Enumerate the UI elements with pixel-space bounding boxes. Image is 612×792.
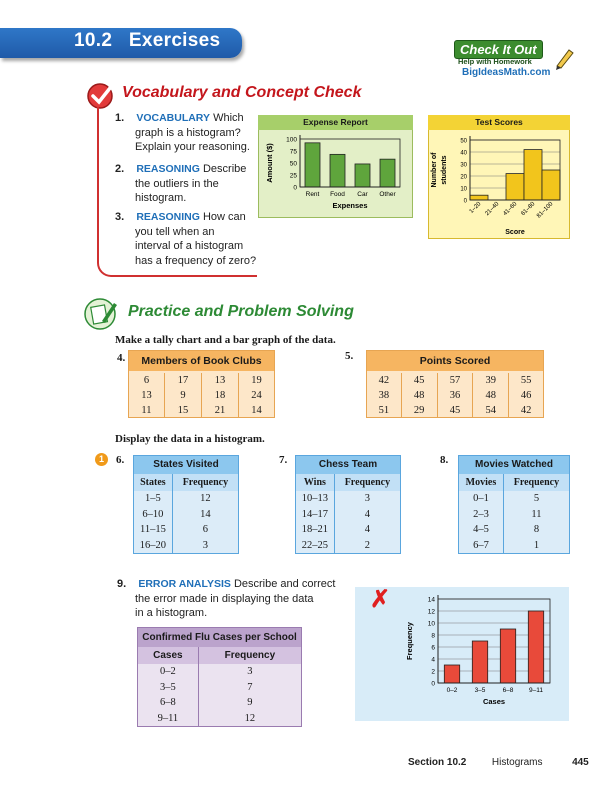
table-cell: 6 [202, 524, 209, 536]
exercise-text: graph is a histogram? [135, 126, 241, 139]
table-cell: 13 [129, 388, 164, 403]
exercise-text: has a frequency of zero? [135, 254, 257, 267]
instruction-histogram: Display the data in a histogram. [115, 433, 265, 445]
exercise-text: interval of a histogram [135, 240, 244, 252]
x-tick-label: 1–20 [468, 201, 483, 215]
table-cell: 11 [129, 403, 164, 418]
exercise-9 [117, 577, 337, 621]
check-it-out-link[interactable]: BigIdeasMath.com [462, 67, 551, 78]
column-header: Frequency [344, 477, 391, 488]
table-cell: 29 [401, 403, 437, 418]
footer-topic: Histograms [491, 757, 543, 768]
table-cell: 5 [533, 493, 540, 505]
data-table [296, 474, 400, 553]
x-tick-label: 41–60 [502, 201, 519, 218]
bar [355, 164, 370, 187]
column-header: Movies [459, 474, 503, 491]
notebook-pencil-icon [84, 297, 120, 331]
table-row [129, 373, 274, 388]
table-cell: 1 [533, 539, 540, 551]
y-tick-label: 75 [289, 148, 297, 156]
y-tick-label: 50 [289, 160, 297, 168]
help-badge[interactable]: 1 [95, 453, 108, 466]
bar [506, 174, 524, 200]
table-cell: 36 [437, 388, 473, 403]
y-tick-label: 14 [427, 596, 435, 604]
table-cell: 21 [201, 403, 238, 418]
x-axis-label: Cases [482, 697, 506, 706]
x-tick-label: Other [379, 191, 396, 198]
vocab-heading: Vocabulary and Concept Check [122, 84, 362, 101]
table-cell: 14 [200, 508, 211, 520]
x-tick-label: 81–100 [536, 201, 555, 220]
exercise-3 [115, 210, 265, 268]
table-cell: 8 [533, 524, 540, 536]
exercise-1 [115, 111, 265, 155]
y-tick-label: 0 [293, 184, 297, 192]
bar [444, 665, 459, 683]
exercise-keyword: ERROR ANALYSIS [138, 578, 231, 590]
x-axis-label: Expenses [332, 201, 368, 210]
x-tick-label: 21–40 [484, 201, 501, 218]
table-row [367, 388, 543, 403]
y-tick-label: 4 [431, 656, 435, 664]
table-title: Chess Team [296, 456, 400, 474]
table-title: Members of Book Clubs [129, 351, 274, 371]
page-number: 445 [572, 757, 589, 768]
y-tick-label: 6 [431, 644, 435, 652]
movies-watched-table [458, 455, 570, 554]
table-cell: 3 [364, 493, 371, 505]
bar [305, 143, 320, 187]
table-title: Points Scored [367, 351, 543, 371]
check-it-out-subtitle: Help with Homework [458, 57, 532, 66]
y-tick-label: 40 [460, 150, 467, 157]
data-table [459, 474, 569, 553]
pencil-icon [553, 46, 575, 70]
y-tick-label: 10 [460, 186, 467, 193]
practice-heading: Practice and Problem Solving [128, 303, 354, 320]
flu-cases-table [137, 627, 302, 727]
points-scored-table [366, 350, 544, 418]
section-title: 10.2 Exercises [74, 30, 221, 51]
test-chart [428, 130, 570, 239]
book-clubs-table [128, 350, 275, 418]
exercise-8-number: 8. [440, 454, 449, 466]
table-cell: 6–7 [459, 538, 503, 554]
table-cell: 15 [164, 403, 201, 418]
table-cell: 9 [247, 697, 253, 709]
table-cell: 11–15 [134, 522, 172, 538]
table-cell: 24 [251, 390, 262, 401]
table-cell: 2–3 [459, 507, 503, 523]
exercise-text: the error made in displaying the data [135, 592, 314, 605]
table-cell: 10–13 [296, 491, 334, 507]
y-tick-label: 30 [460, 162, 467, 169]
table-title: Confirmed Flu Cases per School [138, 628, 301, 647]
test-chart-title: Test Scores [428, 115, 570, 130]
y-tick-label: 12 [427, 608, 435, 616]
y-tick-label: 0 [463, 198, 467, 205]
y-axis-label: students [441, 155, 448, 185]
states-visited-table [133, 455, 239, 554]
exercise-number: 9. [117, 578, 127, 590]
table-cell: 3–5 [138, 680, 198, 696]
table-cell: 7 [247, 681, 253, 693]
column-header: Wins [296, 474, 334, 491]
table-cell: 57 [437, 373, 473, 388]
exercise-4-number: 4. [117, 352, 126, 364]
exercise-text: Which [213, 112, 244, 124]
table-cell: 55 [520, 375, 532, 386]
checkmark-icon [86, 80, 118, 110]
table-cell: 19 [251, 375, 262, 386]
exercise-text: the outliers in the [135, 177, 219, 190]
bar [380, 159, 395, 187]
table-title: Movies Watched [459, 456, 569, 474]
table-row [138, 695, 301, 711]
exercise-6-number: 6. [116, 454, 125, 466]
table-cell: 16–20 [134, 538, 172, 554]
table-cell: 0–2 [138, 664, 198, 680]
table-row [134, 491, 238, 507]
table-cell: 17 [164, 373, 201, 388]
table-cell: 0–1 [459, 491, 503, 507]
table-cell: 18–21 [296, 522, 334, 538]
table-row [367, 373, 543, 388]
table-cell: 14 [251, 405, 262, 416]
y-tick-label: 100 [286, 136, 297, 144]
table-cell: 42 [367, 373, 401, 388]
table-cell: 14–17 [296, 507, 334, 523]
x-tick-label: Rent [305, 191, 320, 198]
table-row [138, 664, 301, 680]
y-tick-label: 0 [431, 680, 435, 688]
table-cell: 45 [437, 403, 473, 418]
y-tick-label: 8 [431, 632, 435, 640]
table-cell: 54 [473, 403, 509, 418]
bar [542, 170, 560, 200]
table-cell: 12 [244, 712, 256, 724]
expense-chart [258, 130, 413, 218]
table-cell: 9 [164, 388, 201, 403]
exercise-text: you tell when an [135, 225, 215, 238]
table-cell: 3 [202, 539, 209, 551]
table-cell: 2 [364, 539, 371, 551]
x-tick-label: 6–8 [502, 687, 514, 694]
table-title: States Visited [134, 456, 238, 474]
exercise-text: Describe and correct [233, 578, 336, 590]
table-cell: 6–10 [134, 507, 172, 523]
bar [528, 611, 543, 683]
exercise-keyword: REASONING [136, 211, 200, 223]
table-cell: 12 [200, 493, 211, 505]
table-cell: 3 [247, 666, 253, 678]
table-row [134, 538, 238, 554]
table-row [138, 680, 301, 696]
exercise-text: Explain your reasoning. [135, 141, 250, 153]
y-axis-label: Number of [431, 152, 438, 188]
check-it-out-title[interactable]: Check It Out [454, 40, 543, 59]
exercise-text: in a histogram. [135, 607, 208, 619]
chess-team-table [295, 455, 401, 554]
x-tick-label: 9–11 [529, 687, 543, 694]
data-table [134, 474, 238, 553]
exercise-keyword: VOCABULARY [136, 112, 211, 124]
table-row [129, 403, 274, 418]
flu-histogram [400, 590, 560, 715]
table-cell: 45 [401, 373, 437, 388]
table-cell: 38 [367, 388, 401, 403]
exercise-text: How can [202, 211, 246, 223]
table-cell: 4 [364, 508, 371, 520]
exercise-number: 3. [115, 211, 125, 223]
table-cell: 48 [473, 388, 509, 403]
table-cell: 4–5 [459, 522, 503, 538]
instruction-tally: Make a tally chart and a bar graph of the data. [115, 334, 336, 346]
bar [500, 629, 515, 683]
table-cell: 42 [520, 405, 532, 416]
table-row [138, 711, 301, 727]
table-row [459, 538, 569, 554]
expense-chart-title: Expense Report [258, 115, 413, 130]
x-tick-label: Car [357, 191, 368, 198]
exercise-7-number: 7. [279, 454, 288, 466]
exercise-number: 1. [115, 112, 125, 124]
exercise-number: 2. [115, 163, 125, 175]
y-axis-label: Amount ($) [265, 143, 274, 183]
table-row [296, 538, 400, 554]
x-tick-label: 61–80 [520, 201, 537, 218]
y-tick-label: 50 [460, 138, 467, 145]
exercise-text: histogram. [135, 192, 187, 204]
x-axis-label: Score [505, 229, 525, 236]
table-row [459, 522, 569, 538]
table-row [459, 507, 569, 523]
table-row [459, 491, 569, 507]
x-tick-label: 0–2 [446, 687, 458, 694]
y-axis-label: Frequency [405, 622, 414, 660]
table-cell: 39 [473, 373, 509, 388]
y-tick-label: 10 [427, 620, 435, 628]
table-row [296, 491, 400, 507]
table-cell: 1–5 [134, 491, 172, 507]
table-row [367, 403, 543, 418]
column-header: Frequency [513, 477, 560, 488]
exercise-text: Describe [202, 163, 247, 175]
bar [470, 195, 488, 200]
footer-section: Section 10.2 [408, 757, 467, 768]
y-tick-label: 20 [460, 174, 467, 181]
bar [524, 150, 542, 200]
bar [330, 154, 345, 187]
table-row [296, 507, 400, 523]
table-cell: 18 [201, 388, 238, 403]
page-footer [408, 757, 589, 768]
column-header: Frequency [224, 650, 276, 661]
y-tick-label: 2 [431, 668, 435, 676]
table-cell: 6 [129, 373, 164, 388]
table-cell: 4 [364, 524, 371, 536]
exercise-2 [115, 162, 265, 206]
table-row [129, 388, 274, 403]
column-header: Frequency [182, 477, 229, 488]
table-cell: 46 [520, 390, 532, 401]
table-cell: 48 [401, 388, 437, 403]
data-table [129, 373, 274, 418]
data-table [138, 647, 301, 726]
data-table [367, 373, 543, 418]
y-tick-label: 25 [289, 172, 297, 180]
column-header: States [134, 474, 172, 491]
column-header: Cases [138, 647, 198, 664]
x-tick-label: 3–5 [474, 687, 486, 694]
table-cell: 6–8 [138, 695, 198, 711]
table-cell: 22–25 [296, 538, 334, 554]
table-row [134, 522, 238, 538]
table-row [134, 507, 238, 523]
table-cell: 51 [367, 403, 401, 418]
error-x-icon: ✗ [370, 586, 391, 613]
bar [472, 641, 487, 683]
table-cell: 13 [201, 373, 238, 388]
x-tick-label: Food [330, 191, 345, 198]
exercise-keyword: REASONING [136, 163, 200, 175]
table-cell: 11 [531, 508, 542, 520]
table-row [296, 522, 400, 538]
table-cell: 9–11 [138, 711, 198, 727]
exercise-5-number: 5. [345, 350, 354, 362]
